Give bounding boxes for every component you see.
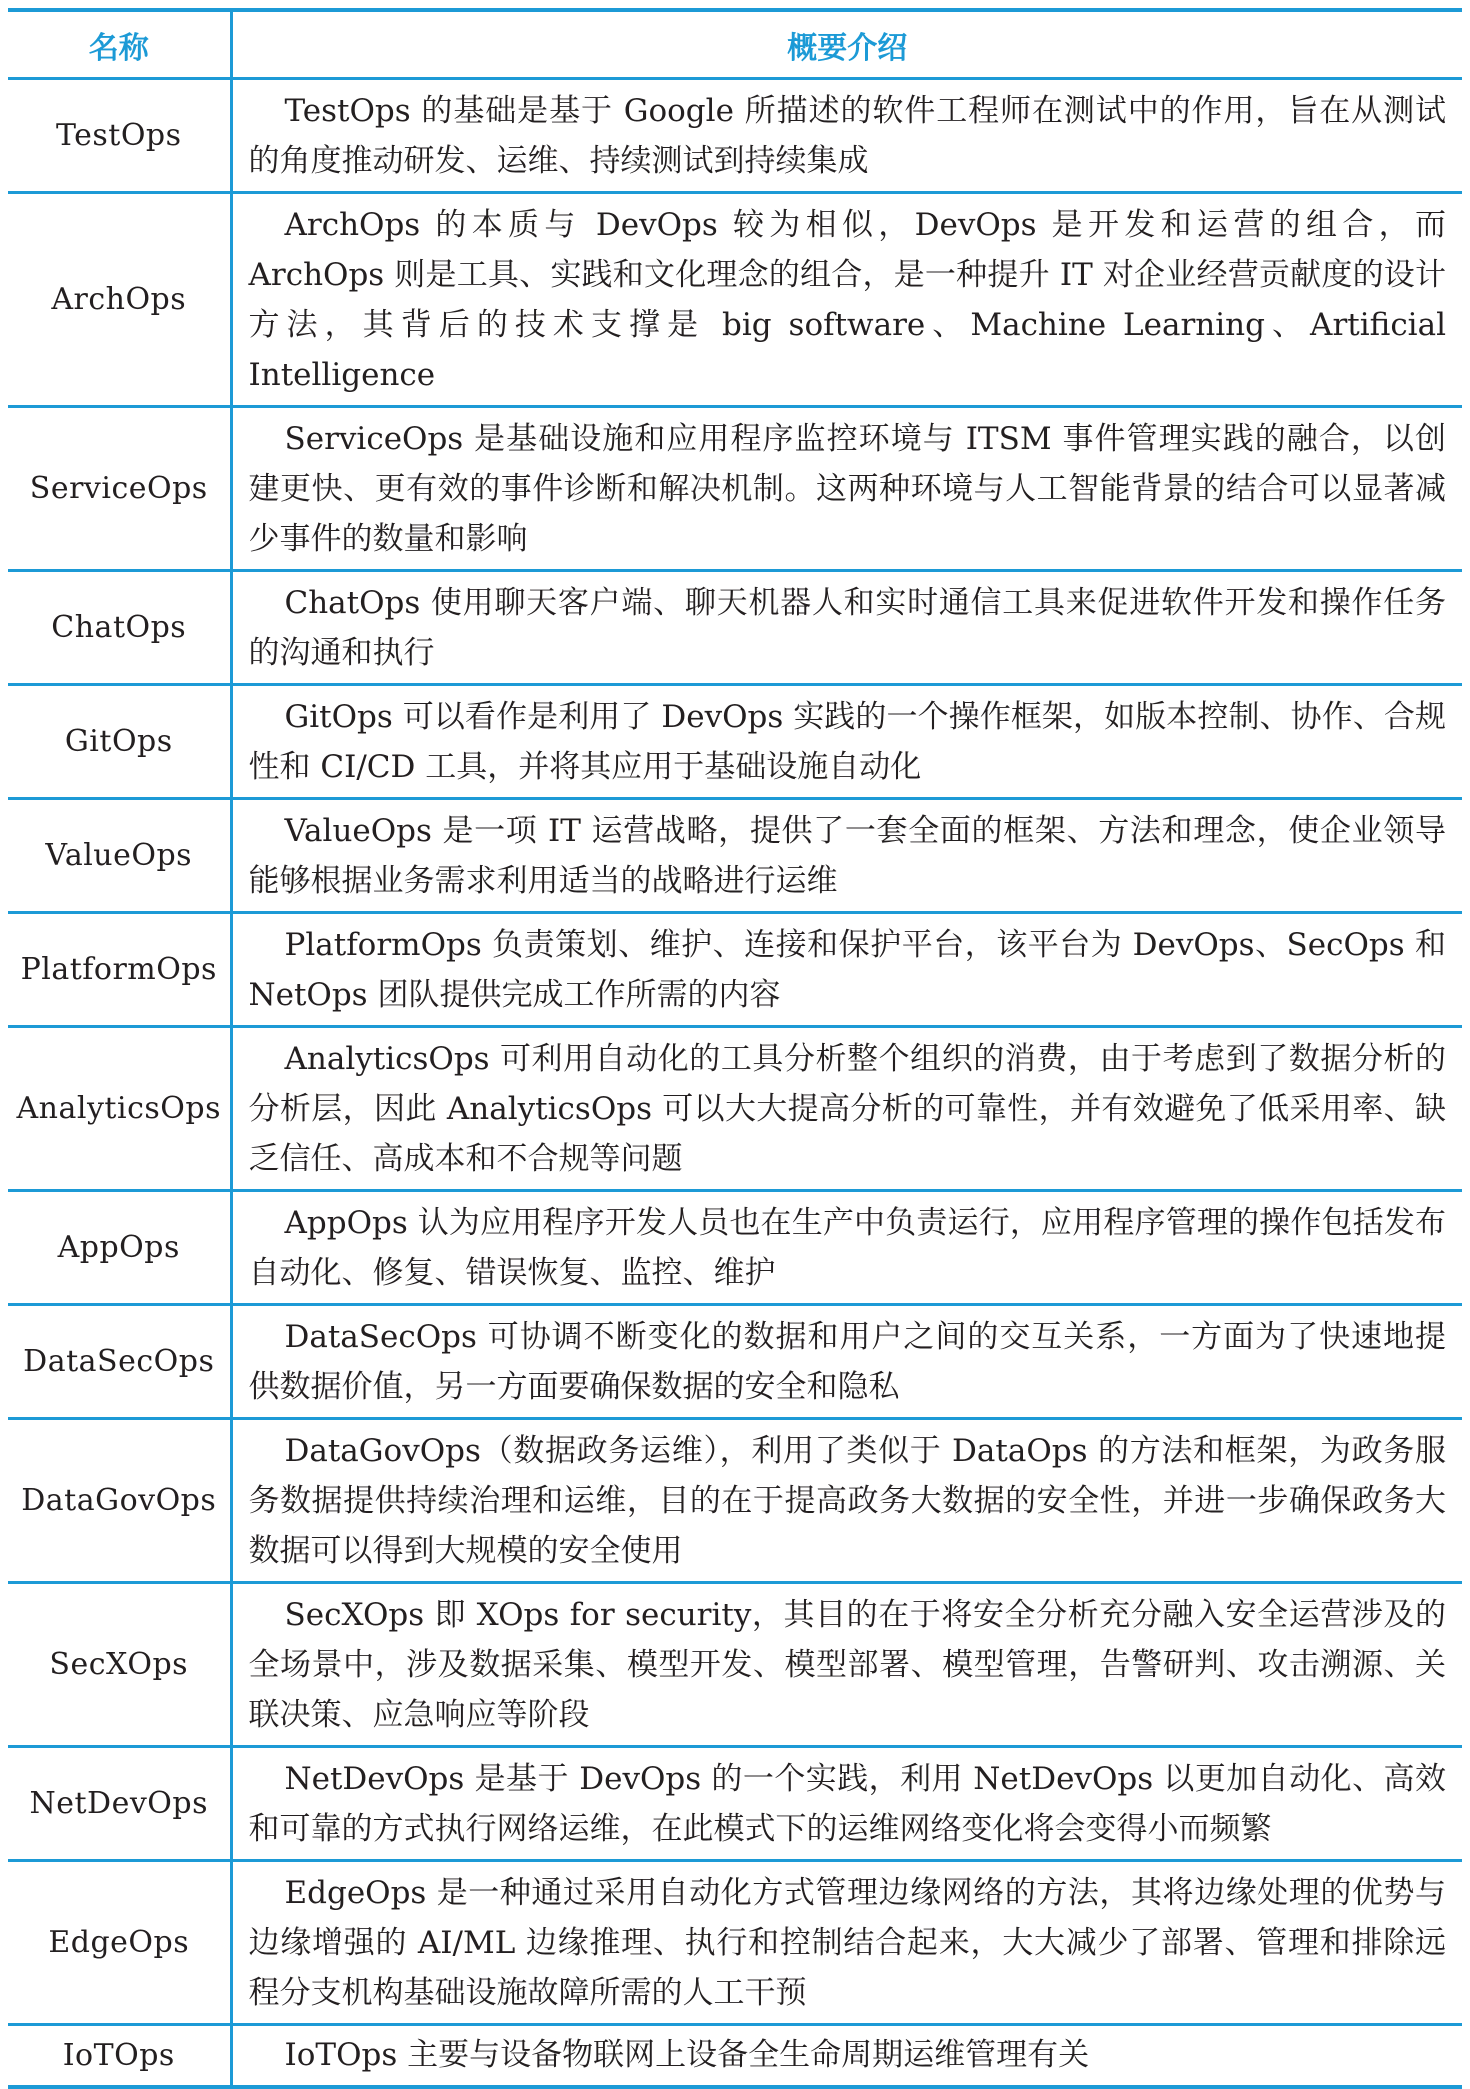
row-name: ChatOps [8, 571, 231, 685]
table-row [8, 407, 1462, 571]
row-name: NetDevOps [8, 1747, 231, 1861]
row-name: ValueOps [8, 799, 231, 913]
row-description: GitOps 可以看作是利用了 DevOps 实践的一个操作框架，如版本控制、协作、合规性和 CI/CD 工具，并将其应用于基础设施自动化 [231, 685, 1462, 799]
xops-table [8, 8, 1462, 2089]
table-row [8, 1191, 1462, 1305]
column-header-name: 名称 [8, 10, 231, 79]
row-description: ChatOps 使用聊天客户端、聊天机器人和实时通信工具来促进软件开发和操作任务的沟通和执行 [231, 571, 1462, 685]
row-name: IoTOps [8, 2025, 231, 2087]
table-row [8, 913, 1462, 1027]
row-description: ArchOps 的本质与 DevOps 较为相似，DevOps 是开发和运营的组合，而 ArchOps 则是工具、实践和文化理念的组合，是一种提升 IT 对企业经营贡献度的设计方法，其背后的技术支撑是 big software、Machine Learning、Artificial Intelligence [231, 193, 1462, 407]
row-description: SecXOps 即 XOps for security，其目的在于将安全分析充分融入安全运营涉及的全场景中，涉及数据采集、模型开发、模型部署、模型管理，告警研判、攻击溯源、关联决策、应急响应等阶段 [231, 1583, 1462, 1747]
header-row [8, 10, 1462, 79]
row-description: NetDevOps 是基于 DevOps 的一个实践，利用 NetDevOps 以更加自动化、高效和可靠的方式执行网络运维，在此模式下的运维网络变化将会变得小而频繁 [231, 1747, 1462, 1861]
row-name: DataGovOps [8, 1419, 231, 1583]
table-row [8, 1305, 1462, 1419]
column-header-description: 概要介绍 [231, 10, 1462, 79]
row-name: ArchOps [8, 193, 231, 407]
table-row [8, 1861, 1462, 2025]
row-description: EdgeOps 是一种通过采用自动化方式管理边缘网络的方法，其将边缘处理的优势与边缘增强的 AI/ML 边缘推理、执行和控制结合起来，大大减少了部署、管理和排除远程分支机构基础设施故障所需的人工干预 [231, 1861, 1462, 2025]
row-description: IoTOps 主要与设备物联网上设备全生命周期运维管理有关 [231, 2025, 1462, 2087]
row-description: TestOps 的基础是基于 Google 所描述的软件工程师在测试中的作用，旨在从测试的角度推动研发、运维、持续测试到持续集成 [231, 79, 1462, 193]
table-row [8, 1583, 1462, 1747]
table-row [8, 1027, 1462, 1191]
table-body [8, 79, 1462, 2087]
row-name: PlatformOps [8, 913, 231, 1027]
row-description: AppOps 认为应用程序开发人员也在生产中负责运行，应用程序管理的操作包括发布自动化、修复、错误恢复、监控、维护 [231, 1191, 1462, 1305]
table-row [8, 1419, 1462, 1583]
row-name: TestOps [8, 79, 231, 193]
table-row [8, 193, 1462, 407]
table-row [8, 799, 1462, 913]
row-name: AppOps [8, 1191, 231, 1305]
row-description: PlatformOps 负责策划、维护、连接和保护平台，该平台为 DevOps、SecOps 和 NetOps 团队提供完成工作所需的内容 [231, 913, 1462, 1027]
row-name: SecXOps [8, 1583, 231, 1747]
row-description: AnalyticsOps 可利用自动化的工具分析整个组织的消费，由于考虑到了数据分析的分析层，因此 AnalyticsOps 可以大大提高分析的可靠性，并有效避免了低采用率、缺乏信任、高成本和不合规等问题 [231, 1027, 1462, 1191]
row-name: GitOps [8, 685, 231, 799]
row-name: EdgeOps [8, 1861, 231, 2025]
table-row [8, 685, 1462, 799]
table-row [8, 571, 1462, 685]
table-row [8, 2025, 1462, 2087]
table-row [8, 79, 1462, 193]
row-description: DataSecOps 可协调不断变化的数据和用户之间的交互关系，一方面为了快速地提供数据价值，另一方面要确保数据的安全和隐私 [231, 1305, 1462, 1419]
row-name: DataSecOps [8, 1305, 231, 1419]
row-description: ValueOps 是一项 IT 运营战略，提供了一套全面的框架、方法和理念，使企业领导能够根据业务需求利用适当的战略进行运维 [231, 799, 1462, 913]
row-description: DataGovOps（数据政务运维），利用了类似于 DataOps 的方法和框架，为政务服务数据提供持续治理和运维，目的在于提高政务大数据的安全性，并进一步确保政务大数据可以得到大规模的安全使用 [231, 1419, 1462, 1583]
table-header [8, 10, 1462, 79]
row-name: AnalyticsOps [8, 1027, 231, 1191]
row-description: ServiceOps 是基础设施和应用程序监控环境与 ITSM 事件管理实践的融合，以创建更快、更有效的事件诊断和解决机制。这两种环境与人工智能背景的结合可以显著减少事件的数量和影响 [231, 407, 1462, 571]
row-name: ServiceOps [8, 407, 231, 571]
table-row [8, 1747, 1462, 1861]
